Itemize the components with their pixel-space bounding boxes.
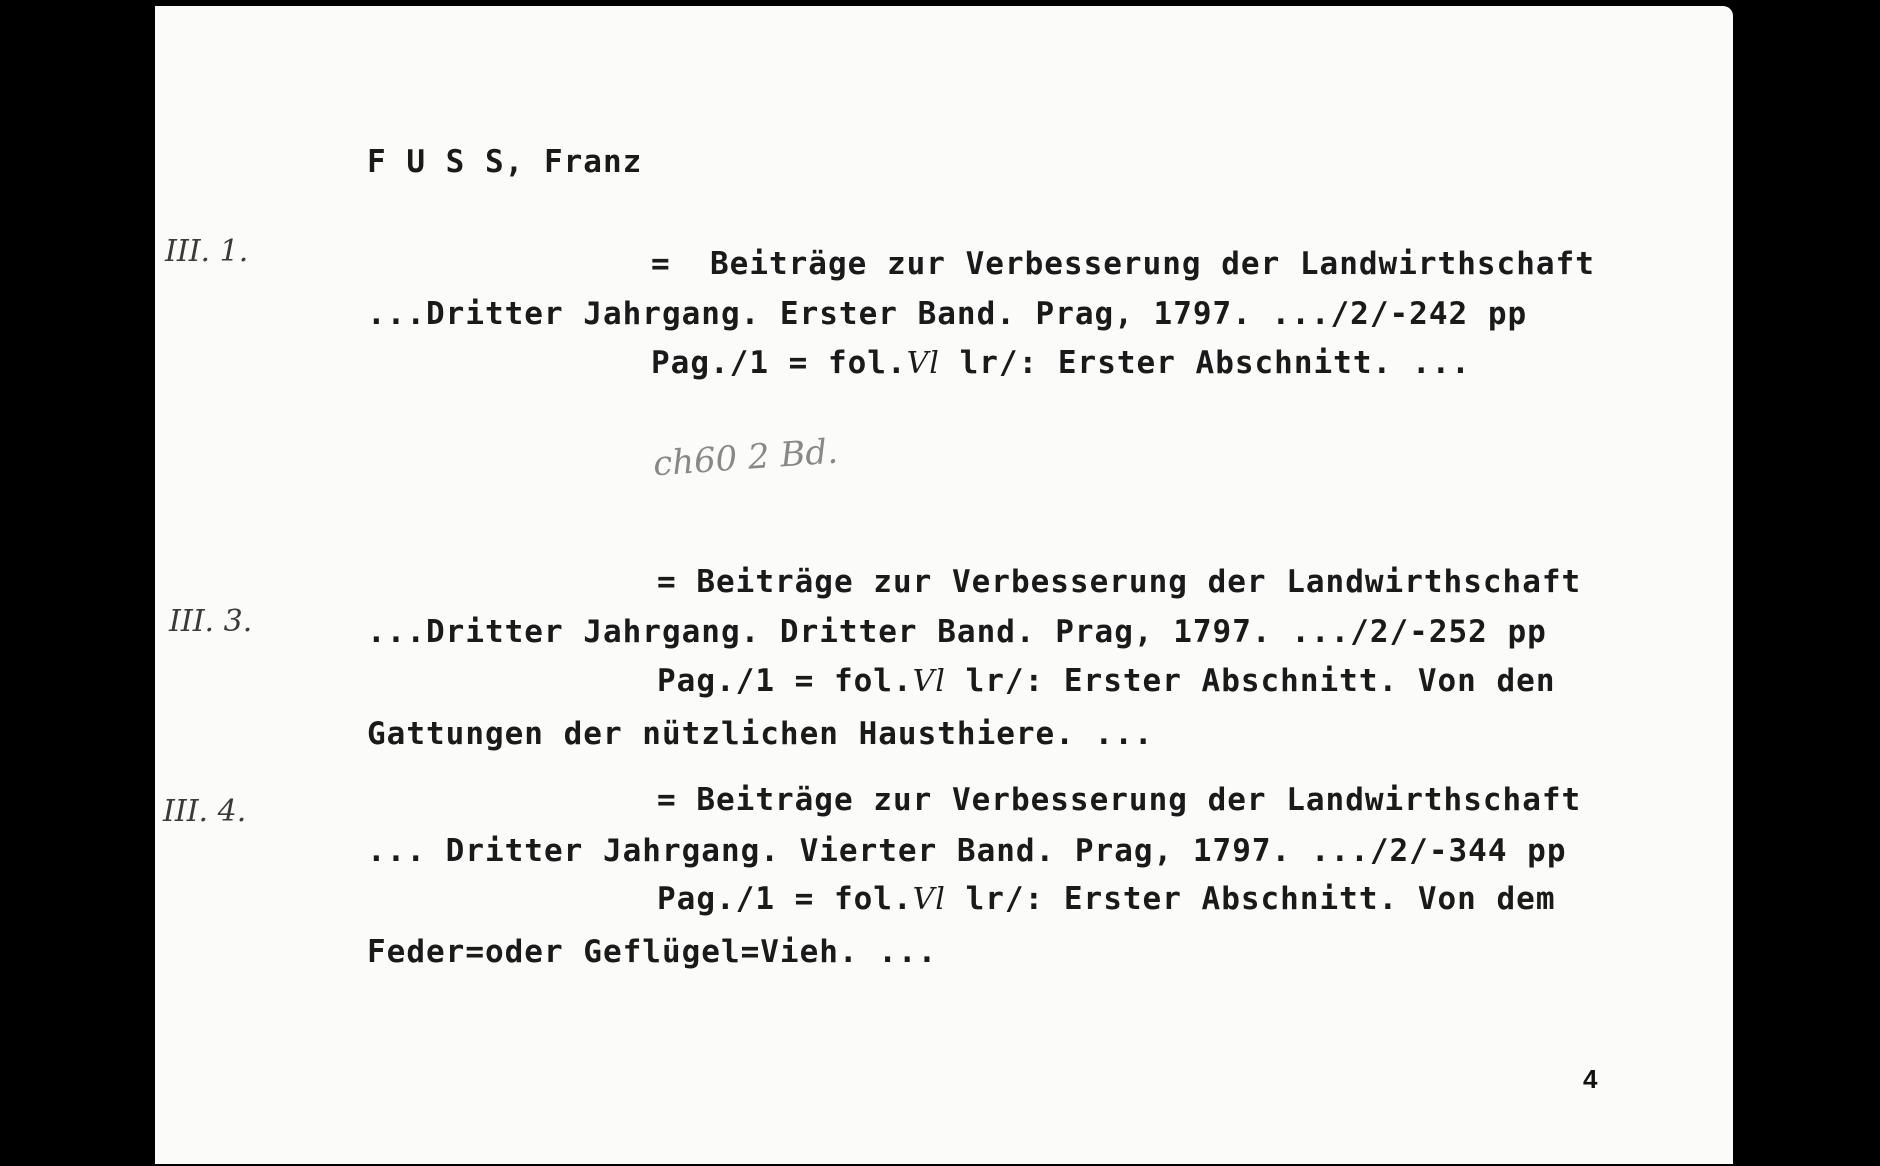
entry-edition-line: ... Dritter Jahrgang. Vierter Band. Prag, 1797. .../2/-344 pp (367, 833, 1567, 869)
entry-edition-line: ...Dritter Jahrgang. Dritter Band. Prag, 1797. .../2/-252 pp (367, 614, 1547, 650)
handwritten-volume-marker: III. 4. (163, 794, 247, 829)
entry-title-line: = Beiträge zur Verbesserung der Landwirthschaft (657, 564, 1582, 600)
handwritten-folio-sign: Vl (912, 882, 946, 917)
handwritten-volume-marker: III. 1. (165, 234, 249, 269)
pagination-prefix: Pag./1 = fol. (651, 345, 907, 381)
catalog-card (155, 6, 1733, 1164)
pagination-suffix: lr/: Erster Abschnitt. ... (939, 345, 1471, 381)
entry-title-line: = Beiträge zur Verbesserung der Landwirthschaft (657, 782, 1582, 818)
author-name: F U S S, Franz (367, 144, 643, 180)
handwritten-volume-marker: III. 3. (169, 604, 253, 639)
page-number: 4 (1583, 1064, 1598, 1094)
entry-pagination-line (657, 879, 1555, 920)
entry-edition-line: ...Dritter Jahrgang. Erster Band. Prag, 1797. .../2/-242 pp (367, 296, 1528, 332)
handwritten-folio-sign: Vl (906, 346, 940, 381)
pencil-note: ch60 2 Bd. (651, 431, 840, 485)
pagination-prefix: Pag./1 = fol. (657, 663, 913, 699)
entry-title-line: = Beiträge zur Verbesserung der Landwirthschaft (651, 246, 1595, 282)
handwritten-folio-sign: Vl (912, 664, 946, 699)
pagination-prefix: Pag./1 = fol. (657, 881, 913, 917)
entry-pagination-line (657, 661, 1555, 702)
pagination-suffix: lr/: Erster Abschnitt. Von den (945, 663, 1556, 699)
entry-pagination-line (651, 343, 1471, 384)
pagination-suffix: lr/: Erster Abschnitt. Von dem (945, 881, 1556, 917)
entry-continuation-line: Gattungen der nützlichen Hausthiere. ... (367, 716, 1154, 752)
entry-continuation-line: Feder=oder Geflügel=Vieh. ... (367, 934, 938, 970)
